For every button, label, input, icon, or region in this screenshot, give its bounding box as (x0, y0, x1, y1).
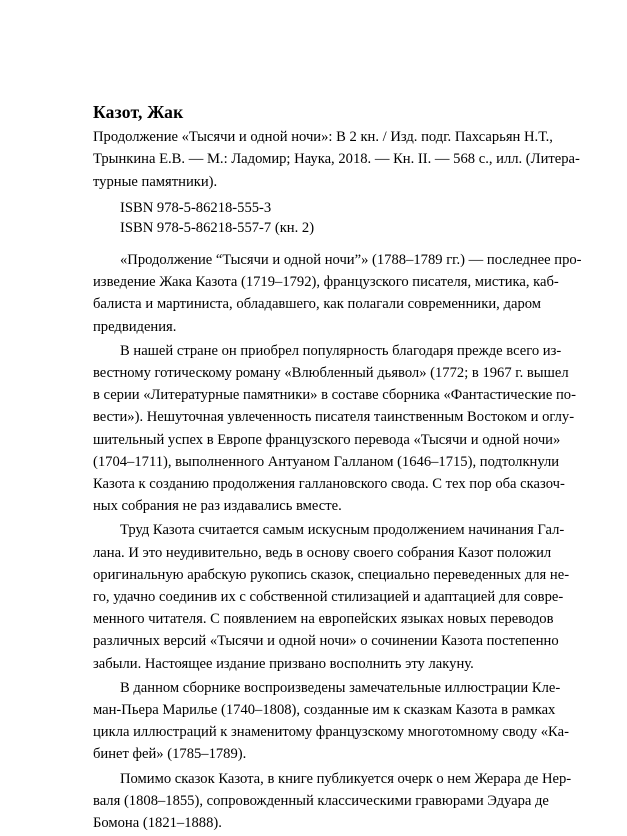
biblio-line: Трынкина Е.В. — М.: Ладомир; Наука, 2018. — Кн. II. — 568 с., илл. (Литера- (93, 151, 580, 168)
text-line: цикла иллюстраций к знаменитому французскому многотомному своду «Ка- (93, 724, 569, 741)
isbn-entry: ISBN 978-5-86218-555-3 (120, 200, 272, 216)
text-line: в серии «Литературные памятники» в составе сборника «Фантастические по- (93, 387, 576, 404)
text-line: шительный успех в Европе французского перевода «Тысячи и одной ночи» (93, 431, 561, 448)
text-line: Помимо сказок Казота, в книге публикуется очерк о нем Жерара де Нер- (120, 770, 572, 787)
biblio-line: турные памятники). (93, 173, 218, 190)
isbn-entry: ISBN 978-5-86218-557-7 (кн. 2) (120, 220, 315, 236)
text-line: менного читателя. С появлением на европейских языках новых переводов (93, 611, 554, 628)
text-line: валя (1808–1855), сопровожденный классическими гравюрами Эдуара де (93, 792, 549, 809)
text-line: предвидения. (93, 318, 177, 335)
text-line: В нашей стране он приобрел популярность благодаря прежде всего из- (120, 342, 562, 359)
text-line: «Продолжение “Тысячи и одной ночи”» (1788–1789 гг.) — последнее про- (120, 252, 582, 268)
text-line: го, удачно соединив их с собственной стилизацией и адаптацией для совре- (93, 589, 564, 606)
text-line: ман-Пьера Марилье (1740–1808), созданные им к сказкам Казота в рамках (93, 702, 556, 719)
paragraph (93, 519, 570, 674)
text-line: В данном сборнике воспроизведены замечательные иллюстрации Кле- (120, 679, 561, 696)
author-heading: Казот, Жак (93, 102, 184, 122)
isbn-list (120, 198, 314, 238)
text-line: Казота к созданию продолжения галлановского свода. С тех пор оба сказоч- (93, 476, 565, 493)
text-line: вестному готическому роману «Влюбленный дьявол» (1772; в 1967 г. вышел (93, 365, 569, 382)
text-line: бинет фей» (1785–1789). (93, 746, 247, 763)
text-line: лана. И это неудивительно, ведь в основу своего собрания Казот положил (93, 544, 552, 561)
biblio-line: Продолжение «Тысячи и одной ночи»: В 2 кн. / Изд. подг. Пахсарьян Н.Т., (93, 129, 553, 145)
text-line: оригинальную арабскую рукопись сказок, специально переведенных для не- (93, 566, 570, 583)
text-line: Труд Казота считается самым искусным продолжением начинания Гал- (120, 522, 565, 539)
text-line: (1704–1711), выполненного Антуаном Галланом (1646–1715), подтолкнули (93, 453, 560, 470)
text-line: вести»). Нешуточная увлеченность писателя таинственным Востоком и оглу- (93, 409, 575, 426)
paragraph (93, 340, 576, 518)
paragraph (93, 249, 582, 338)
text-line: ных собрания не раз издавались вместе. (93, 498, 342, 515)
annotation-text (93, 249, 582, 836)
paragraph (93, 677, 569, 766)
paragraph (93, 768, 572, 835)
text-line: балиста и мартиниста, обладавшего, как полагали современники, даром (93, 296, 541, 313)
text-line: Бомона (1821–1888). (93, 815, 222, 832)
text-line: забыли. Настоящее издание призвано восполнить эту лакуну. (93, 655, 474, 672)
bibliographic-description (93, 126, 580, 193)
text-line: различных версий «Тысячи и одной ночи» о сочинении Казота постепенно (93, 633, 559, 650)
text-line: изведение Жака Казота (1719–1792), французского писателя, мистика, каб- (93, 274, 559, 291)
